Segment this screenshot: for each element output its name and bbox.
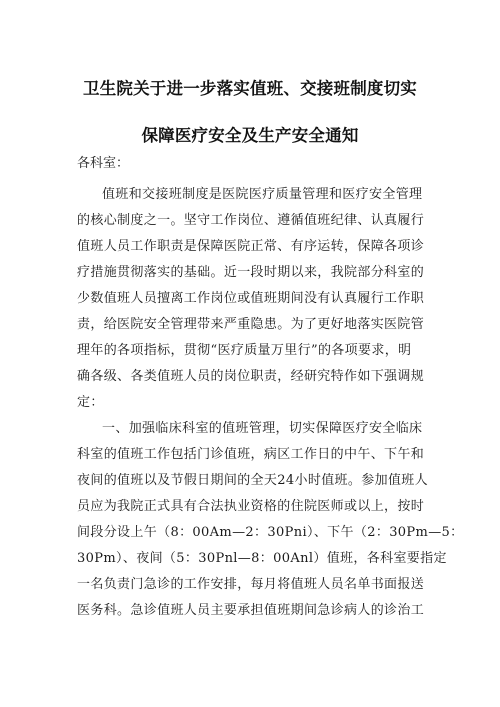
- paragraph-1-line: 疗措施贯彻落实的基础。近一段时期以来，我院部分科室的: [77, 265, 425, 280]
- paragraph-1-line: 值班和交接班制度是医院医疗质量管理和医疗安全管理: [102, 187, 423, 202]
- paragraph-1-line: 的核心制度之一。坚守工作岗位、遵循值班纪律、认真履行: [77, 213, 425, 228]
- document-title-line-1: 卫生院关于进一步落实值班、交接班制度切实: [83, 79, 417, 98]
- paragraph-2-line: 夜间的值班以及节假日期间的全天24小时值班。参加值班人: [77, 473, 428, 488]
- salutation: 各科室：: [77, 156, 130, 171]
- paragraph-1-line: 理年的各项指标，贯彻“医疗质量万里行”的各项要求，明: [77, 343, 412, 358]
- paragraph-2-line: 医务科。急诊值班人员主要承担值班期间急诊病人的诊治工: [77, 603, 425, 618]
- paragraph-2-line: 一名负责门急诊的工作安排，每月将值班人员名单书面报送: [77, 577, 425, 592]
- paragraph-1-line: 值班人员工作职责是保障医院正常、有序运转，保障各项诊: [77, 239, 425, 254]
- paragraph-2-line: 一、加强临床科室的值班管理，切实保障医疗安全临床: [102, 421, 423, 436]
- paragraph-2-line: 科室的值班工作包括门诊值班，病区工作日的中午、下午和: [77, 447, 425, 462]
- paragraph-2-line: 员应为我院正式具有合法执业资格的住院医师或以上，按时: [77, 499, 425, 514]
- paragraph-2-line: 30Pm）、夜间（5：30Pnl—8：00Anl）值班，各科室要指定: [77, 551, 447, 566]
- paragraph-1-line: 确各级、各类值班人员的岗位职责，经研究特作如下强调规: [77, 369, 425, 384]
- paragraph-1-line: 定：: [77, 395, 104, 410]
- paragraph-1-line: 责，给医院安全管理带来严重隐患。为了更好地落实医院管: [77, 317, 425, 332]
- document-title-line-2: 保障医疗安全及生产安全通知: [141, 126, 359, 145]
- paragraph-2-line: 间段分设上午（8：00Am—2：30Pni）、下午（2：30Pm—5：: [77, 525, 464, 540]
- paragraph-1-line: 少数值班人员擅离工作岗位或值班期间没有认真履行工作职: [77, 291, 425, 306]
